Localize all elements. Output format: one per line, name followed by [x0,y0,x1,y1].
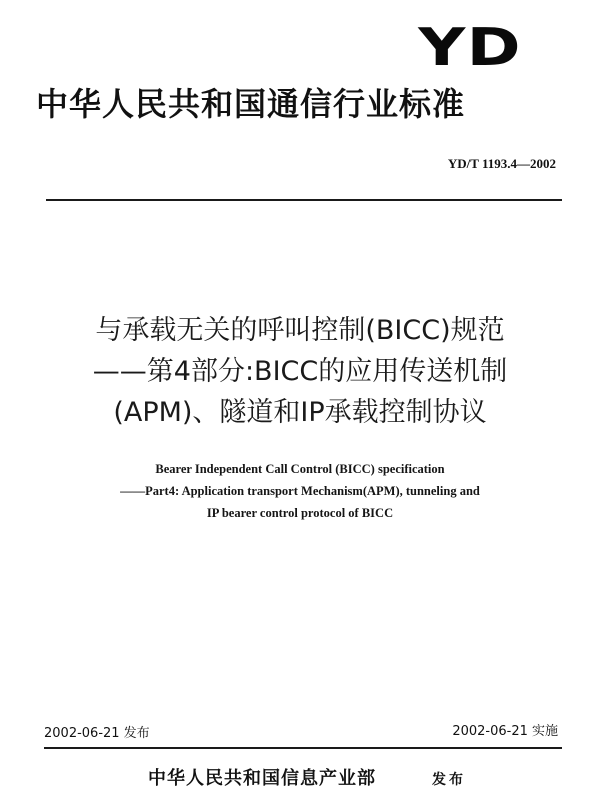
title-chinese [0,310,600,433]
issue-date: 2002-06-21 发布 [44,726,150,741]
publisher: 中华人民共和国信息产业部 [148,768,376,789]
standard-number: YD/T 1193.4—2002 [447,156,556,171]
publish-label: 发布 [432,772,466,788]
bottom-divider [44,747,562,749]
title-chinese-line-2: ——第4部分:BICC的应用传送机制 [92,356,508,387]
title-chinese-line-1: 与承载无关的呼叫控制(BICC)规范 [95,315,505,346]
title-english-line-2: ——Part4: Application transport Mechanism(APM), tunneling and [120,484,480,498]
yd-logo: YD [418,18,522,78]
title-english-line-1: Bearer Independent Call Control (BICC) specification [155,462,445,476]
title-english-line-3: IP bearer control protocol of BICC [206,506,394,520]
standard-category: 中华人民共和国通信行业标准 [36,85,466,123]
title-english [0,458,600,524]
implementation-date: 2002-06-21 实施 [452,724,558,739]
top-divider [46,199,562,201]
title-chinese-line-3: (APM)、隧道和IP承载控制协议 [113,397,487,428]
